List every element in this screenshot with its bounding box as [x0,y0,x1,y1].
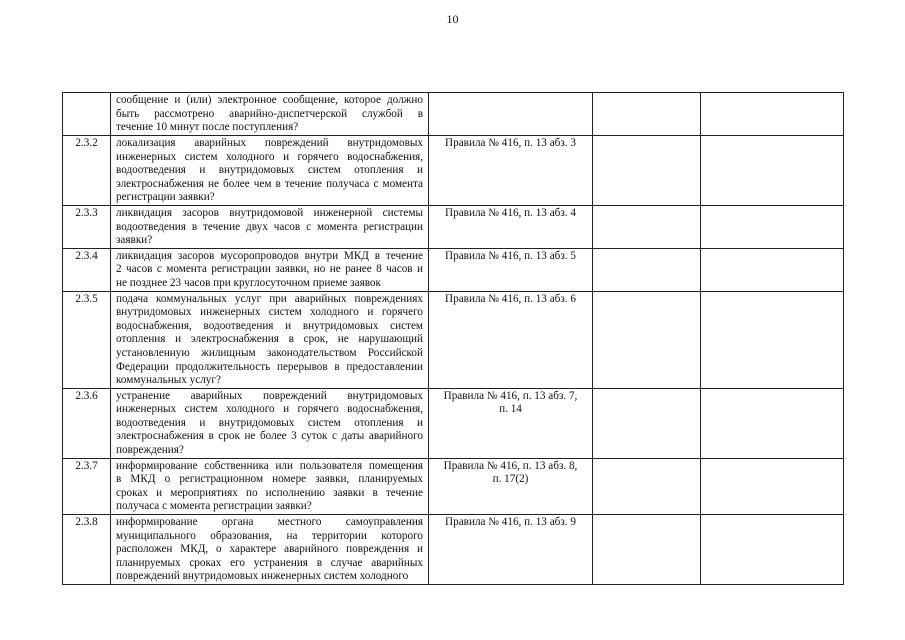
legal-reference: Правила № 416, п. 13 абз. 4 [445,206,576,219]
item-number-cell [63,515,111,585]
answer-cell [593,388,701,458]
note-cell [701,136,844,206]
requirement-line: водоотведения в течение двух часов с момента регистрации [116,220,423,233]
checklist-table [62,92,844,585]
requirement-line: информирование собственника или пользователя помещения [116,459,423,472]
table-row [63,458,844,514]
item-number: 2.3.7 [75,459,98,472]
requirement-line: не позднее 23 часов при круглосуточном приеме заявок [116,276,381,289]
requirement-line: коммунальных услуг? [116,374,221,387]
item-number: 2.3.5 [75,292,98,305]
note-cell [701,458,844,514]
item-number: 2.3.8 [75,516,98,529]
note-cell [701,515,844,585]
requirement-line: регистрации заявки? [116,191,215,204]
requirement-line: получаса с момента регистрации заявки? [116,500,312,513]
answer-cell [593,248,701,291]
requirement-text-cell [111,248,429,291]
requirement-line: установленную жилищным законодательством Российской [116,346,423,359]
legal-reference-cell [429,205,593,248]
requirement-line: в МКД о регистрационном номере заявки, планируемых [116,473,423,486]
requirement-line: водоотведения и внутридомовых систем отопления и [116,416,423,429]
table-row [63,388,844,458]
note-cell [701,248,844,291]
requirement-text-cell [111,205,429,248]
legal-reference: Правила № 416, п. 13 абз. 3 [445,137,576,149]
requirement-line: водоотведения и внутридомовых систем отопления и [116,164,423,177]
page-number: 10 [446,12,459,26]
table-row [63,291,844,388]
requirement-line: ликвидация засоров мусоропроводов внутри МКД в течение [116,249,423,262]
requirement-line: повреждений внутридомовых инженерных систем холодного [116,570,409,583]
item-number: 2.3.4 [75,249,98,262]
table-row [63,515,844,585]
requirement-text-cell [111,458,429,514]
answer-cell [593,136,701,206]
requirement-line: локализация аварийных повреждений внутридомовых [116,137,423,149]
table-row [63,93,844,136]
legal-reference-cell [429,291,593,388]
requirement-line: водоснабжения, водоотведения и внутридомовых систем [116,319,423,332]
requirement-text-cell [111,515,429,585]
requirement-line: сроках и мероприятиях по исполнению заявки в течение [116,486,423,499]
legal-reference: Правила № 416, п. 13 абз. 9 [445,516,576,529]
requirement-line: внутридомовых инженерных систем холодного и горячего [116,306,423,319]
answer-cell [593,515,701,585]
item-number: 2.3.6 [75,389,98,402]
requirement-line: инженерных систем холодного и горячего водоснабжения, [116,150,423,163]
requirement-line: заявки? [116,234,153,247]
note-cell [701,388,844,458]
item-number: 2.3.3 [75,206,98,219]
answer-cell [593,205,701,248]
answer-cell [593,93,701,136]
legal-reference: Правила № 416, п. 13 абз. 8, [443,459,578,472]
item-number-cell [63,205,111,248]
note-cell [701,93,844,136]
legal-reference-cell [429,515,593,585]
requirement-line: отопления и электроснабжения в срок, не нарушающий [116,333,423,346]
requirement-line: планируемых сроках его устранения в случае аварийных [116,556,423,569]
answer-cell [593,291,701,388]
item-number-cell [63,388,111,458]
legal-reference-cell [429,248,593,291]
table-row [63,136,844,206]
requirement-line: повреждения? [116,444,184,457]
item-number-cell [63,458,111,514]
requirement-line: информирование органа местного самоуправления [116,516,423,529]
requirement-line: устранение аварийных повреждений внутридомовых [116,389,423,402]
requirement-line: течение 10 минут после поступления? [116,121,299,134]
item-number: 2.3.2 [75,137,98,149]
requirement-line: расположен МКД, о характере аварийного повреждения и [116,543,423,556]
requirement-line: быть рассмотрено аварийно-диспетчерской службой в [116,107,423,120]
requirement-line: подача коммунальных услуг при аварийных повреждениях [116,292,423,305]
answer-cell [593,458,701,514]
legal-reference: Правила № 416, п. 13 абз. 6 [445,292,576,305]
legal-reference: Правила № 416, п. 13 абз. 5 [445,249,576,262]
item-number-cell [63,291,111,388]
legal-reference-cell [429,93,593,136]
legal-reference: п. 17(2) [492,473,529,486]
requirement-text-cell [111,136,429,206]
requirement-line: электроснабжения не более чем в течение получаса с момента [116,177,423,190]
requirement-line: электроснабжения в срок не более 3 суток с даты аварийного [116,430,423,443]
note-cell [701,291,844,388]
requirement-line: 2 часов с момента регистрации заявки, но не ранее 8 часов и [116,263,423,276]
requirement-line: Федерации продолжительность перерывов в предоставлении [116,360,423,373]
item-number-cell [63,136,111,206]
note-cell [701,205,844,248]
requirement-text-cell [111,291,429,388]
item-number-cell [63,93,111,136]
table-row [63,205,844,248]
legal-reference-cell [429,458,593,514]
legal-reference-cell [429,388,593,458]
requirement-line: ликвидация засоров внутридомовой инженерной системы [116,206,423,219]
requirement-line: инженерных систем холодного и горячего водоснабжения, [116,403,423,416]
legal-reference: Правила № 416, п. 13 абз. 7, [443,389,578,402]
legal-reference: п. 14 [499,403,522,416]
requirement-line: муниципального образования, на территории которого [116,529,423,542]
table-row [63,248,844,291]
requirement-line: сообщение и (или) электронное сообщение, которое должно [116,94,423,106]
requirement-text-cell [111,93,429,136]
requirement-text-cell [111,388,429,458]
legal-reference-cell [429,136,593,206]
item-number-cell [63,248,111,291]
